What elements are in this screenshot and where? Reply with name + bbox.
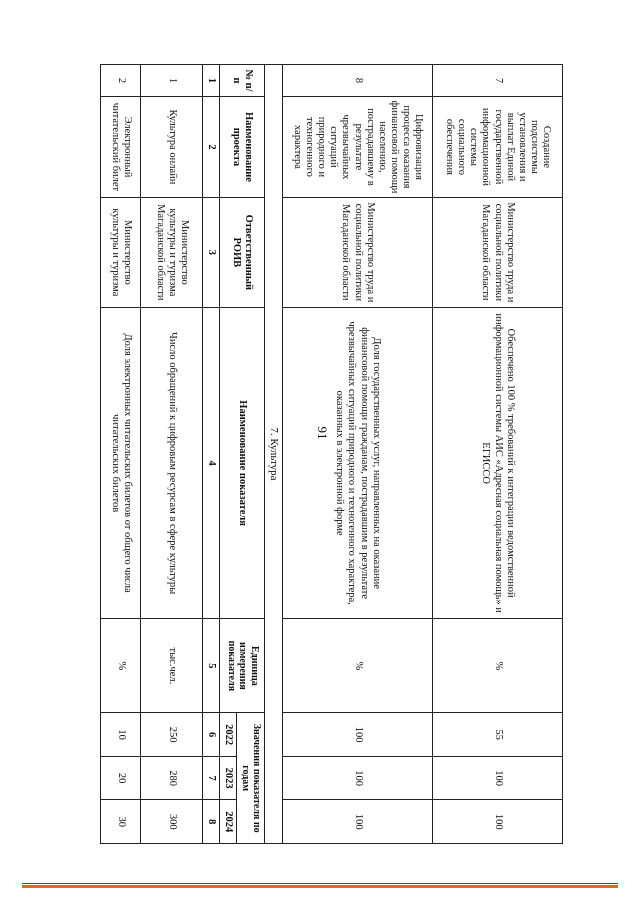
- column-numbers-row: [203, 65, 220, 844]
- project-name: Культура онлайн: [141, 97, 203, 198]
- indicator-name: Доля государственных услуг, направленных на оказание финансовой помощи гражданам, пострадавшим в результате чрезвычайных ситуаций природного и техногенного характера, оказанных в электронной форме: [283, 307, 433, 619]
- column-number: 3: [203, 197, 220, 307]
- rotated-table-container: [85, 64, 563, 844]
- table-row: [101, 65, 141, 844]
- responsible-rohv: Министерство культуры и туризма: [101, 197, 141, 307]
- row-number: 7: [433, 65, 563, 97]
- row-number: 2: [101, 65, 141, 97]
- value-2024: 100: [283, 800, 433, 844]
- header-rohv: Ответственный РОИВ: [220, 197, 265, 307]
- header-values: Значения показателя по годам: [237, 713, 265, 844]
- value-2023: 100: [283, 756, 433, 800]
- column-number: 8: [203, 800, 220, 844]
- responsible-rohv: Министерство культуры и туризма Магаданской области: [141, 197, 203, 307]
- indicator-name: Число обращений к цифровым ресурсам в сфере культуры: [141, 307, 203, 619]
- header-year-2022: 2022: [220, 713, 237, 757]
- value-2022: 250: [141, 713, 203, 757]
- header-year-2023: 2023: [220, 756, 237, 800]
- responsible-rohv: Министерство труда и социальной политики Магаданской области: [283, 197, 433, 307]
- row-number: 8: [283, 65, 433, 97]
- page-number: 91: [315, 426, 330, 440]
- header-indicator: Наименование показателя: [220, 307, 265, 619]
- table-row: [141, 65, 203, 844]
- row-number: 1: [141, 65, 203, 97]
- project-name: Цифровизация процесса оказания финансовой помощи населению, пострадавшему в результате чрезвычайных ситуаций природного и техногенного характера: [283, 97, 433, 198]
- indicator-name: Обеспечено 100 % требований к интеграции ведомственной информационной системы АИС «Адресная социальная помощь» и ЕГИССО: [433, 307, 563, 619]
- value-2024: 30: [101, 800, 141, 844]
- section-row: [265, 65, 283, 844]
- section-title: 7. Культура: [265, 65, 283, 844]
- column-number: 2: [203, 97, 220, 198]
- column-number: 6: [203, 713, 220, 757]
- value-2024: 300: [141, 800, 203, 844]
- indicator-name: Доля электронных читательских билетов от общего числа читательских билетов: [101, 307, 141, 619]
- value-2023: 100: [433, 756, 563, 800]
- value-2022: 55: [433, 713, 563, 757]
- indicator-unit: %: [433, 619, 563, 713]
- header-year-2024: 2024: [220, 800, 237, 844]
- column-number: 1: [203, 65, 220, 97]
- project-name: Электронный читательский билет: [101, 97, 141, 198]
- header-row: [237, 65, 265, 844]
- indicator-unit: тыс.чел.: [141, 619, 203, 713]
- value-2023: 20: [101, 756, 141, 800]
- responsible-rohv: Министерство труда и социальной политики Магаданской области: [433, 197, 563, 307]
- value-2022: 100: [283, 713, 433, 757]
- table-row: [433, 65, 563, 844]
- value-2024: 100: [433, 800, 563, 844]
- column-number: 7: [203, 756, 220, 800]
- header-num: № п/п: [220, 65, 265, 97]
- table-row: [283, 65, 433, 844]
- value-2022: 10: [101, 713, 141, 757]
- indicator-unit: %: [101, 619, 141, 713]
- column-number: 4: [203, 307, 220, 619]
- value-2023: 280: [141, 756, 203, 800]
- header-project: Наименование проекта: [220, 97, 265, 198]
- bottom-accent-bar: [22, 885, 618, 888]
- header-unit: Единица измерения показателя: [220, 619, 265, 713]
- project-name: Создание подсистемы установления и выплат Единой государственной информационной системы социального обеспечения: [433, 97, 563, 198]
- document-sheet: [85, 64, 563, 844]
- indicators-table: [100, 64, 563, 844]
- bottom-edge-line: [22, 883, 618, 884]
- indicator-unit: %: [283, 619, 433, 713]
- column-number: 5: [203, 619, 220, 713]
